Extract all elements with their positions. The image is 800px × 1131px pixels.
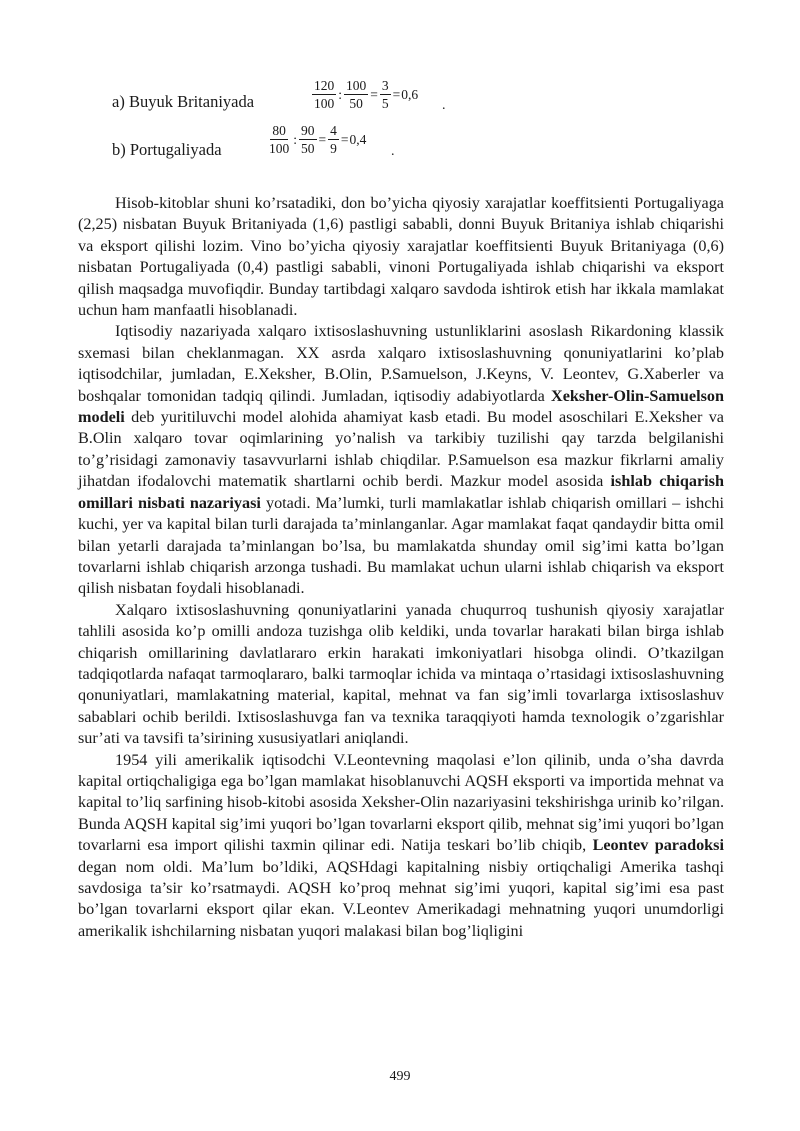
paragraph: 1954 yili amerikalik iqtisodchi V.Leontevning maqolasi e’lon qilinib, unda o’sha davrda kapital ortiqchaligiga ega bo’lgan mamlakat hisoblanuvchi AQSH eksporti va importida mehnat va kapital to’liq sarfining hisob-kitobi asosida Xeksher-Olin nazariyasini tekshirishga urinib ko’rilgan. Bunda AQSH kapital sig’imi yuqori bo’lgan tovarlarni eksport qilib, mehnat sig’imi yuqori bo’lgan tovarlarni esa import qilishi taxmin qilinar edi. Natija teskari bo’lib chiqib, Leontev paradoksi degan nom oldi. Ma’lum bo’ldiki, AQSHdagi kapitalning nisbiy ortiqchaligi Amerika tashqi savdosiga ta’sir ko’rsatmaydi. AQSH ko’proq mehnat sig’imi yuqori, kapital sig’imi esa past bo’lgan tovarlarni eksport qilar ekan. V.Leontev Amerikadagi mehnatning yuqori unumdorligi amerikalik ishchilarning nisbatan yuqori malakasi bilan bog’liqligini [78,750,724,940]
page-number: 499 [389,1069,411,1084]
formula-expression-a: $\frac{120}{100}$ : $\frac{100}{50}$ = $\frac{3}{5}$ = 0,6 [314,78,419,111]
page-body [78,70,724,942]
fraction: $\frac{120}{100}$ [314,78,335,111]
formula-result-a: 0,6 [401,86,419,102]
body-text [78,193,724,942]
formula-result-b: 0,4 [349,131,367,147]
formula-end-dot: . [391,144,395,159]
fraction: $\frac{80}{100}$ [269,123,290,156]
fraction: $\frac{3}{5}$ [381,78,389,111]
formula-label-b: b) Portugaliyada [112,140,222,159]
formula-line-a [78,70,724,118]
paragraph: Hisob-kitoblar shuni ko’rsatadiki, don bo’yicha qiyosiy xarajatlar koeffitsienti Portugaliyaga (2,25) nisbatan Buyuk Britaniyada (1,6) pastligi sababli, donni Buyuk Britaniya ishlab chiqarishi va eksport qilishi lozim. Vino bo’yicha qiyosiy xarajatlar koeffitsienti Buyuk Britaniyaga (0,6) nisbatan Portugaliyada (0,4) pastligi sababli, vinoni Portugaliyada ishlab chiqarishi va eksport qilish maqsadga muvofiqdir. Bunday tartibdagi xalqaro savdoda ishtirok etish har ikkala mamlakat uchun ham manfaatli hisoblanadi. [78,194,724,320]
bold-term: Xeksher-Olin-Samuelson modeli [78,386,724,427]
paragraph: Iqtisodiy nazariyada xalqaro ixtisoslashuvning ustunliklarini asoslash Rikardoning klassik sxemasi bilan cheklanmagan. XX asrda xalqaro ixtisoslashuvning qonuniyatlarini ko’plab iqtisodchilar, jumladan, E.Xeksher, B.Olin, P.Samuelson, J.Keyns, V. Leontev, G.Xaberler va boshqalar tomonidan tadqiq qilindi. Jumladan, iqtisodiy adabiyotlarda Xeksher-Olin-Samuelson modeli deb yuritiluvchi model alohida ahamiyat kasb etadi. Bu model asoschilari E.Xeksher va B.Olin xalqaro tovar oqimlarining yo’nalish va tarkibiy tuzilishi qay tarzda belgilanishi to’g’risidagi zamonaviy tasavvurlarni ishlab chiqdilar. P.Samuelson esa mazkur fikrlarni amaliy jihatdan ifodalovchi matematik shartlarni ochib berdi. Mazkur model asosida ishlab chiqarish omillari nisbati nazariyasi yotadi. Ma’lumki, turli mamlakatlar ishlab chiqarish omillari – ishchi kuchi, yer va kapital bilan turli darajada ta’minlanganlar. Agar mamlakat faqat qandaydir bitta omil bilan yetarli darajada ta’minlangan bo’lsa, bu mamlakatda shunday omil sig’imi katta bo’lgan tovarlarni ishlab chiqarish arzonga tushadi. Bu mamlakat uchun ularni ishlab chiqarish va eksport qilish nisbatan foydali hisoblanadi. [78,322,724,598]
paragraph: Xalqaro ixtisoslashuvning qonuniyatlarini yanada chuqurroq tushunish qiyosiy xarajatlar tahlili asosida ko’p omilli andoza tuzishga olib keldiki, unda tovarlar harakati bilan birga ishlab chiqarish omillarining davlatlararo erkin harakati imkoniyatlari hisobga olindi. O’tkazilgan tadqiqotlarda nafaqat tarmoqlararo, balki tarmoqlar ichida va mintaqa o’rtasidagi ixtisoslashuvning qonuniyatlari, mamlakatning material, kapital, mehnat va fan sig’imli tovarlarga ixtisoslashuv sabablari ochib berildi. Ixtisoslashuvga fan va texnika taraqqiyoti hamda texnologik o’zgarishlar sur’ati va tavsifi ta’sirining xususiyatlari aniqlandi. [78,600,724,748]
fraction: $\frac{4}{9}$ [330,123,337,156]
formula-label-a: a) Buyuk Britaniyada [112,92,255,111]
bold-term: ishlab chiqarish omillari nisbati nazariyasi [78,472,724,512]
bold-term: Leontev paradoksi [592,836,724,855]
formula-expression-b: $\frac{80}{100}$ : $\frac{90}{50}$ = $\frac{4}{9}$ = 0,4 [269,123,367,156]
formula-line-b [78,118,724,166]
formula-end-dot: . [442,98,446,113]
fraction: $\frac{100}{50}$ [346,78,367,111]
fraction: $\frac{90}{50}$ [301,123,315,156]
